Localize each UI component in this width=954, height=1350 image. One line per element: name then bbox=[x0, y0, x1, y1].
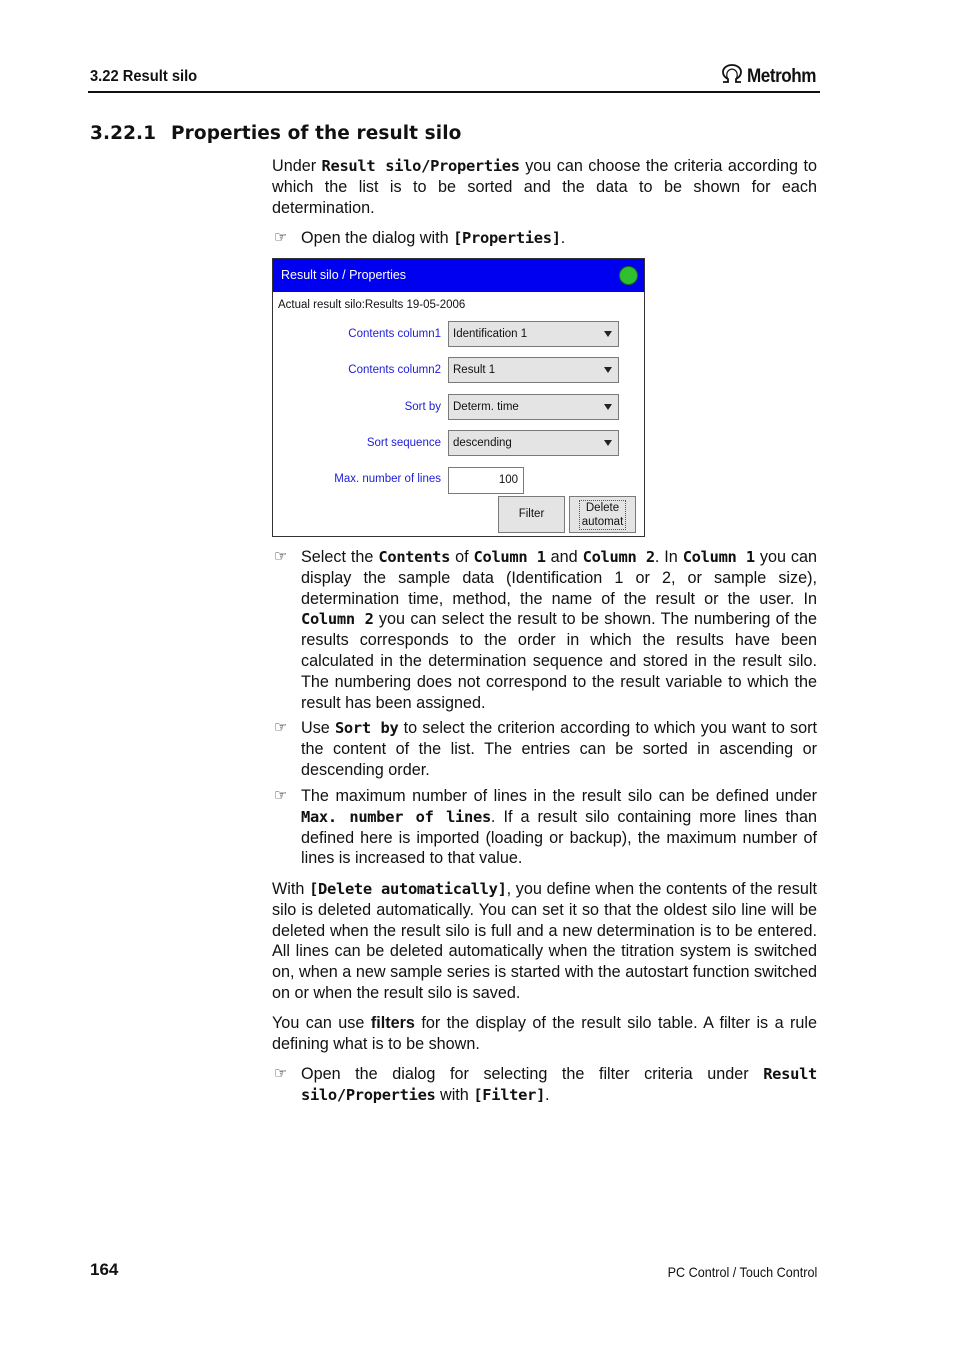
delete-button-label bbox=[579, 500, 627, 530]
select-value: descending bbox=[453, 437, 512, 449]
text: you can choose the criteria according to which the list is to be sorted and the data to be shown for each determination. bbox=[272, 157, 817, 217]
bullet-columns bbox=[272, 547, 817, 713]
code-term: Column 2 bbox=[582, 548, 655, 566]
sort-sequence-select[interactable] bbox=[448, 430, 619, 456]
code-term: Properties bbox=[430, 157, 520, 175]
delete-automatically-button[interactable] bbox=[569, 496, 636, 533]
code-term: / bbox=[336, 1085, 346, 1104]
brand-logo bbox=[720, 64, 824, 89]
contents-column1-label: Contents column1 bbox=[348, 328, 441, 340]
code-term: Max. number of lines bbox=[301, 807, 491, 826]
contents-column2-label: Contents column2 bbox=[348, 364, 441, 376]
text: . bbox=[545, 1085, 550, 1104]
text: Delete bbox=[585, 502, 620, 514]
text: . In bbox=[654, 548, 683, 566]
status-led-icon bbox=[619, 266, 638, 285]
text: Use bbox=[301, 719, 335, 737]
text: , you define when the contents of the result silo is deleted automatically. You can set it so that the oldest silo line will be deleted when the result silo is full and a new determination is to be entered. All lines can be deleted automatically when the titration system is switched on, when a new sample series is started with the autostart function switched on or when the result silo is saved. bbox=[272, 880, 817, 1002]
footer-title: PC Control / Touch Control bbox=[667, 1264, 817, 1280]
pointing-hand-icon: ☞ bbox=[274, 787, 288, 804]
text: you can display the sample data (Identification 1 or 2, or sample size), determination time, method, the name of the result or the user. In bbox=[301, 548, 817, 608]
text: with bbox=[435, 1085, 474, 1104]
text: to select the criterion according to which you want to sort the content of the list. The entries can be sorted in ascending or descending order. bbox=[301, 719, 817, 779]
text: for the display of the result silo table. A filter is a rule defining what is to be shown. bbox=[272, 1014, 818, 1053]
code-term: Properties bbox=[345, 1085, 436, 1104]
code-term: Column 1 bbox=[473, 548, 546, 566]
code-term: Column 2 bbox=[301, 610, 374, 629]
bullet-filter-dialog bbox=[272, 1064, 817, 1106]
running-header-section: 3.22 Result silo bbox=[90, 68, 198, 85]
max-lines-label: Max. number of lines bbox=[334, 473, 441, 485]
chevron-down-icon bbox=[604, 331, 612, 337]
metrohm-omega-logo-icon bbox=[720, 64, 744, 89]
text: Select the bbox=[301, 548, 379, 566]
code-term: Sort by bbox=[334, 719, 399, 737]
bullet-sort-by bbox=[272, 718, 817, 780]
max-lines-input[interactable] bbox=[448, 467, 524, 494]
properties-dialog bbox=[272, 258, 645, 537]
code-term: Result silo bbox=[321, 157, 422, 175]
text: Open the dialog for selecting the filter criteria under bbox=[301, 1065, 764, 1083]
intro-paragraph bbox=[272, 156, 817, 218]
sort-sequence-label: Sort sequence bbox=[366, 437, 441, 449]
text: . If a result silo containing more lines than defined here is imported (loading or backup), the maximum number of lines is increased to that value. bbox=[301, 807, 817, 868]
pointing-hand-icon: ☞ bbox=[274, 1065, 288, 1082]
page-number: 164 bbox=[90, 1260, 119, 1279]
bold-term: filters bbox=[370, 1014, 415, 1032]
chevron-down-icon bbox=[604, 367, 612, 373]
filter-button[interactable]: Filter bbox=[498, 496, 565, 533]
code-term: [Filter] bbox=[473, 1085, 546, 1104]
text: Under bbox=[272, 157, 322, 175]
select-value: Determ. time bbox=[453, 401, 519, 413]
dialog-title-bar bbox=[273, 259, 644, 292]
text: automat bbox=[581, 516, 624, 528]
pointing-hand-icon: ☞ bbox=[274, 548, 288, 565]
dialog-title: Result silo / Properties bbox=[281, 268, 407, 282]
code-term: [Properties] bbox=[453, 229, 561, 247]
section-number: 3.22.1 bbox=[90, 123, 157, 144]
code-term: Column 1 bbox=[682, 548, 755, 566]
chevron-down-icon bbox=[604, 404, 612, 410]
text: With bbox=[272, 880, 310, 898]
text: You can use bbox=[272, 1014, 371, 1032]
select-value: Result 1 bbox=[453, 364, 496, 376]
pointing-hand-icon: ☞ bbox=[274, 719, 288, 736]
text: of bbox=[450, 548, 474, 566]
code-term: [Delete automatically] bbox=[309, 880, 507, 898]
code-term: / bbox=[421, 157, 431, 175]
section-title: Properties of the result silo bbox=[171, 123, 462, 144]
brand-wordmark: Metrohm bbox=[747, 65, 817, 87]
text: Open the dialog with bbox=[301, 229, 454, 247]
text: . bbox=[560, 229, 566, 247]
contents-column1-select[interactable] bbox=[448, 321, 619, 347]
sort-by-select[interactable] bbox=[448, 394, 619, 420]
chevron-down-icon bbox=[604, 440, 612, 446]
select-value: Identification 1 bbox=[453, 328, 528, 340]
delete-automatically-paragraph bbox=[272, 879, 817, 1004]
input-value: 100 bbox=[498, 474, 518, 486]
section-heading bbox=[90, 123, 461, 144]
text: you can select the result to be shown. The numbering of the results corresponds to the order in which the results have been calculated in the determination sequence and stored in the result silo. The numbering does not correspond to the result variable to which the result has been assigned. bbox=[301, 610, 817, 712]
pointing-hand-icon: ☞ bbox=[274, 229, 288, 246]
text: The maximum number of lines in the result silo can be defined under bbox=[301, 787, 817, 805]
filters-paragraph bbox=[272, 1013, 817, 1055]
code-term: Result silo bbox=[301, 1065, 817, 1104]
bullet-max-lines bbox=[272, 786, 817, 869]
actual-result-silo: Actual result silo:Results 19-05-2006 bbox=[278, 299, 466, 311]
text: and bbox=[545, 548, 583, 566]
code-term: Contents bbox=[378, 548, 451, 566]
sort-by-label: Sort by bbox=[404, 401, 441, 413]
header-rule bbox=[88, 91, 820, 93]
bullet-open-dialog bbox=[272, 228, 817, 249]
contents-column2-select[interactable] bbox=[448, 357, 619, 383]
